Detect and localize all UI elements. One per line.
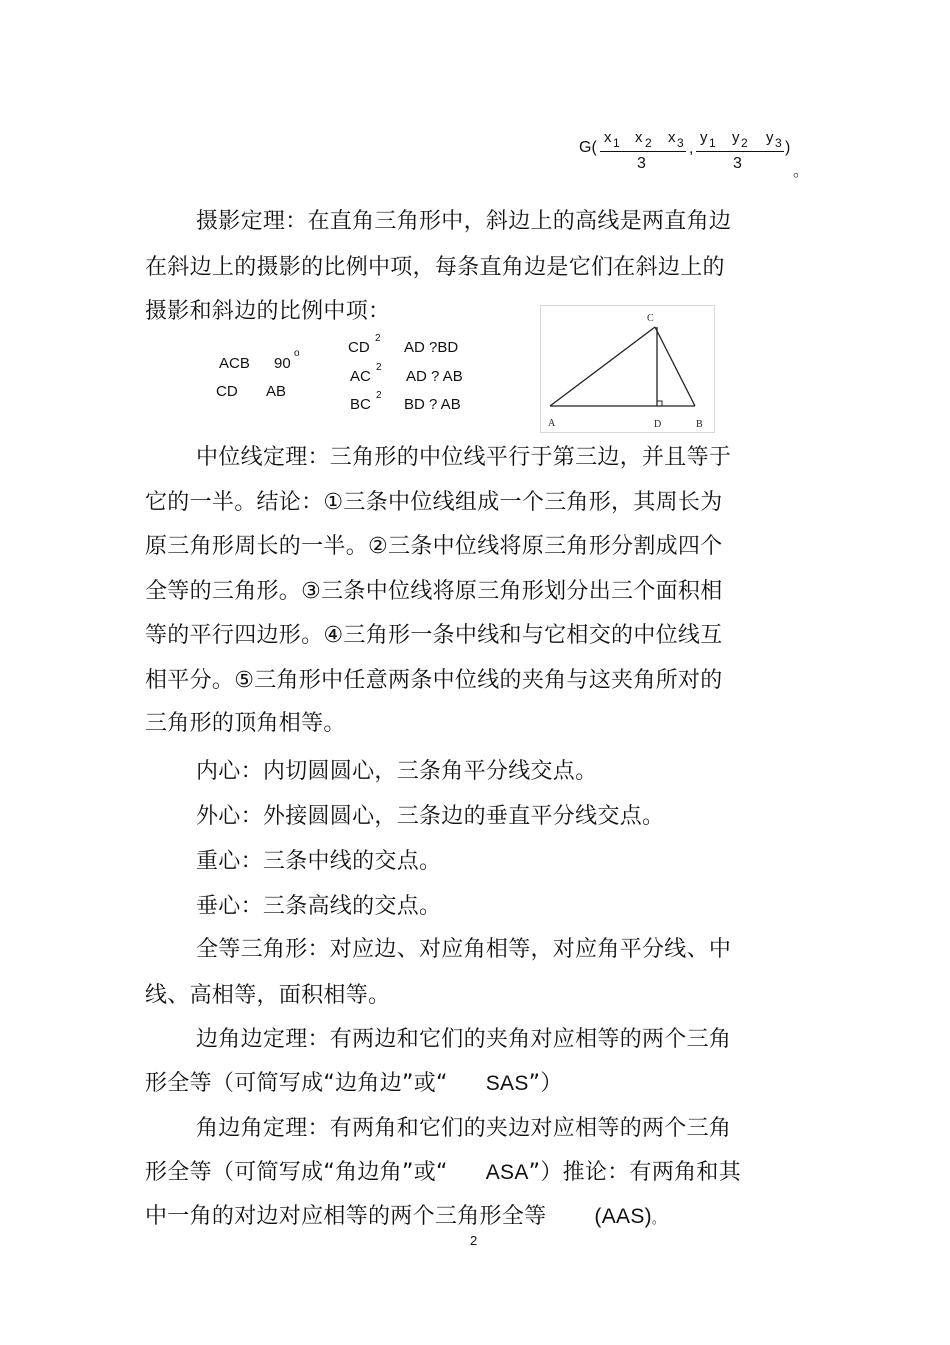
x1-symbol: x	[604, 129, 612, 146]
perp-ab: AB	[266, 383, 287, 400]
midline-line-6: 相平分。⑤三角形中任意两条中位线的夹角与这夹角所对的	[145, 668, 723, 693]
y3-symbol: y	[766, 129, 774, 146]
perp-cd: CD	[216, 383, 238, 400]
page-number: 2	[470, 1233, 478, 1248]
formula-3-lhs: BC	[350, 396, 371, 413]
x1-index: 1	[613, 136, 620, 150]
centroid-close: )	[785, 139, 791, 156]
side-bc	[655, 327, 695, 406]
midline-line-2: 它的一半。结论：①三条中位线组成一个三角形，其周长为	[145, 490, 723, 515]
y2-symbol: y	[732, 129, 740, 146]
projection-line-3: 摄影和斜边的比例中项：	[145, 299, 391, 324]
y-fraction-bar	[696, 151, 784, 152]
sas-line-2-end: ”）	[528, 1071, 563, 1096]
asa-line-1: 角边角定理：有两角和它们的夹边对应相等的两个三角	[196, 1116, 732, 1141]
right-angle-mark	[657, 401, 662, 406]
congruent-line-1: 全等三角形：对应边、对应角相等，对应角平分线、中	[196, 937, 732, 962]
congruent-line-2: 线、高相等，面积相等。	[145, 983, 391, 1008]
midline-line-4: 全等的三角形。③三条中位线将原三角形划分出三个面积相	[145, 579, 723, 604]
aas-abbr: (AAS)	[594, 1205, 652, 1228]
centroid-period: 。	[793, 163, 810, 180]
figure-border	[541, 306, 715, 433]
side-ac	[550, 327, 655, 406]
angle-value: 90	[274, 355, 291, 372]
formula-2-rhs: AD ? AB	[406, 368, 463, 385]
centroid-text: 重心：三条中线的交点。	[196, 849, 442, 874]
x2-symbol: x	[635, 129, 643, 146]
sas-line-2	[145, 1069, 563, 1099]
asa-abbr: ASA	[485, 1161, 529, 1184]
formula-2-exp: 2	[376, 362, 382, 373]
projection-line-1: 摄影定理：在直角三角形中，斜边上的高线是两直角边	[196, 209, 732, 234]
asa-line-3-end: 。	[651, 1212, 666, 1227]
orthocenter-text: 垂心：三条高线的交点。	[196, 894, 442, 919]
centroid-prefix: G(	[579, 139, 597, 156]
label-a: A	[548, 418, 556, 429]
y3-index: 3	[775, 136, 782, 150]
formula-1-rhs: AD ?BD	[404, 339, 459, 356]
sas-line-1: 边角边定理：有两边和它们的夹角对应相等的两个三角	[196, 1027, 732, 1052]
centroid-comma: ,	[689, 140, 694, 157]
x-fraction-bar	[600, 151, 686, 152]
formula-1-lhs: CD	[348, 339, 370, 356]
asa-line-2-end: ”）推论：有两角和其	[528, 1160, 742, 1185]
asa-line-2-text: 形全等（可简写成“角边角”或“	[145, 1160, 448, 1185]
y-denominator: 3	[733, 155, 742, 172]
midline-line-3: 原三角形周长的一半。②三条中位线将原三角形分割成四个	[145, 534, 723, 559]
midline-line-5: 等的平行四边形。④三角形一条中线和与它相交的中位线互	[145, 623, 723, 648]
formula-3-exp: 2	[376, 390, 382, 401]
x-denominator: 3	[637, 155, 646, 172]
angle-acb: ACB	[219, 355, 250, 372]
formula-3-rhs: BD ? AB	[404, 396, 461, 413]
x3-index: 3	[677, 136, 684, 150]
x2-index: 2	[645, 136, 652, 150]
label-b: B	[696, 419, 703, 430]
asa-line-3	[145, 1202, 665, 1235]
y2-index: 2	[741, 136, 748, 150]
right-triangle-figure	[540, 305, 715, 433]
formula-1-exp: 2	[375, 333, 381, 344]
sas-abbr: SAS	[485, 1072, 529, 1095]
asa-line-3-text: 中一角的对边对应相等的两个三角形全等	[145, 1204, 547, 1229]
sas-line-2-text: 形全等（可简写成“边角边”或“	[145, 1071, 448, 1096]
label-c: C	[647, 313, 654, 324]
midline-line-7: 三角形的顶角相等。	[145, 711, 346, 736]
x3-symbol: x	[668, 129, 676, 146]
degree-sign: o	[294, 348, 300, 359]
label-d: D	[654, 419, 662, 430]
formula-2-lhs: AC	[350, 368, 371, 385]
asa-line-2	[145, 1158, 741, 1188]
y1-index: 1	[709, 136, 716, 150]
y1-symbol: y	[700, 129, 708, 146]
midline-line-1: 中位线定理：三角形的中位线平行于第三边，并且等于	[196, 445, 732, 470]
projection-line-2: 在斜边上的摄影的比例中项，每条直角边是它们在斜边上的	[145, 255, 725, 280]
circumcenter-text: 外心：外接圆圆心，三条边的垂直平分线交点。	[196, 804, 665, 829]
incenter-text: 内心：内切圆圆心，三条角平分线交点。	[196, 759, 598, 784]
